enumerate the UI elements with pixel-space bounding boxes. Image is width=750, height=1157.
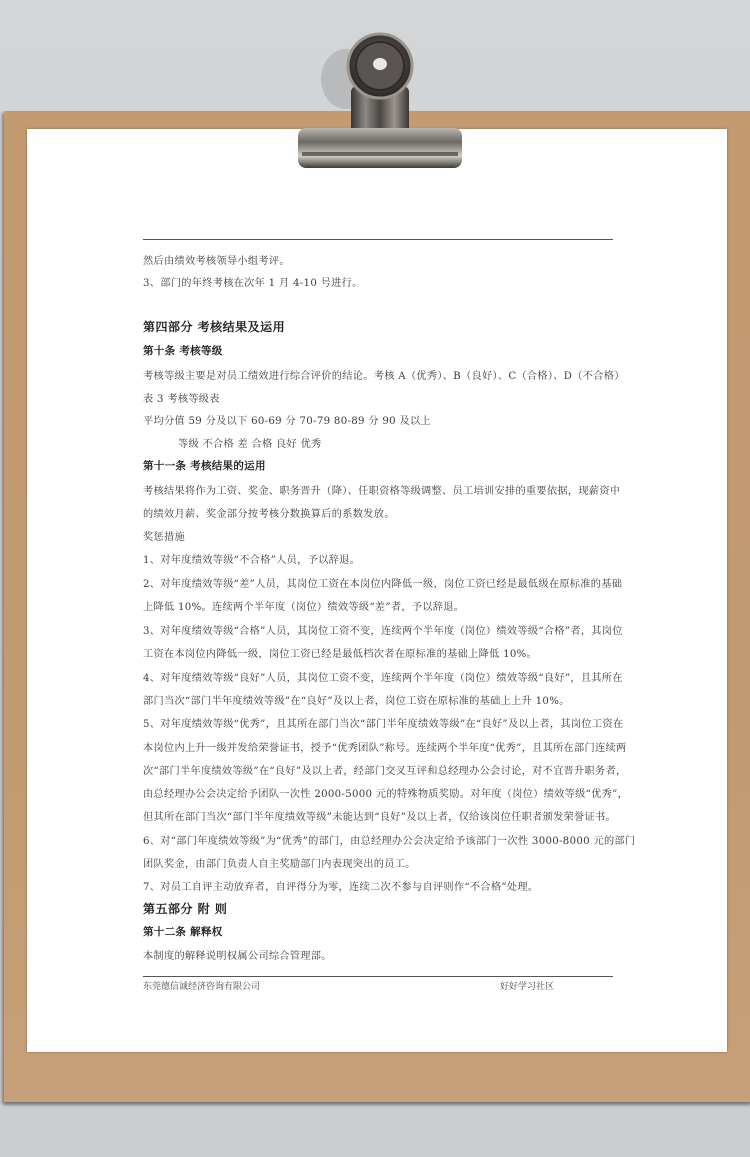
document-line: 本制度的解释说明权属公司综合管理部。 (143, 951, 332, 962)
section-heading: 第四部分 考核结果及运用 (143, 320, 286, 334)
document-line: 部门当次“部门半年度绩效等级”在“良好”及以上者，岗位工资在原标准的基础上上升 10%。 (143, 696, 570, 707)
section-heading: 第十条 考核等级 (143, 345, 223, 357)
document-line: 3、对年度绩效等级“合格”人员，其岗位工资不变，连续两个半年度（岗位）绩效等级“合格”者，其岗位 (143, 626, 623, 637)
document-line: 表 3 考核等级表 (143, 394, 220, 405)
section-heading: 第十一条 考核结果的运用 (143, 460, 266, 472)
section-heading: 第十二条 解释权 (143, 926, 223, 938)
footer-company: 东莞德信诚经济咨询有限公司 (143, 982, 261, 992)
document-line: 平均分值 59 分及以下 60-69 分 70-79 80-89 分 90 及以上 (143, 416, 431, 427)
document-line: 1、对年度绩效等级“不合格”人员，予以辞退。 (143, 555, 361, 566)
document-line: 本岗位内上升一级并发给荣誉证书，授予“优秀团队”称号。连续两个半年度“优秀”，且其所在部门连续两 (143, 743, 627, 754)
document-line: 团队奖金，由部门负责人自主奖励部门内表现突出的员工。 (143, 859, 416, 870)
document-line: 由总经理办公会决定给予团队一次性 2000-5000 元的特殊物质奖励。对年度（岗位）绩效等级“优秀”， (143, 789, 629, 800)
document-line: 考核等级主要是对员工绩效进行综合评价的结论。考核 A（优秀）、B（良好）、C（合格）、D（不合格） (143, 371, 625, 382)
document-line: 5、对年度绩效等级“优秀”，且其所在部门当次“部门半年度绩效等级”在“良好”及以上者，其岗位工资在 (143, 719, 624, 730)
document-line: 但其所在部门当次“部门半年度绩效等级”未能达到“良好”及以上者，仅给该岗位任职者颁发荣誉证书。 (143, 812, 616, 823)
document-line: 2、对年度绩效等级“差”人员，其岗位工资在本岗位内降低一级，岗位工资已经是最低级在原标准的基础 (143, 579, 623, 590)
document-line: 上降低 10%。连续两个半年度（岗位）绩效等级“差”者，予以辞退。 (143, 602, 465, 613)
header-rule (143, 239, 613, 240)
footer-rule (143, 976, 613, 977)
document-line: 工资在本岗位内降低一级，岗位工资已经是最低档次者在原标准的基础上降低 10%。 (143, 649, 538, 660)
binder-clip-icon (296, 24, 464, 170)
document-line: 4、对年度绩效等级“良好”人员，其岗位工资不变，连续两个半年度（岗位）绩效等级“良好”，且其所在 (143, 673, 623, 684)
document-line: 等级 不合格 差 合格 良好 优秀 (178, 439, 322, 450)
paper-sheet (27, 129, 727, 1052)
document-line: 次“部门半年度绩效等级”在“良好”及以上者，经部门交叉互评和总经理办公会讨论，对不宜晋升职务者， (143, 766, 627, 777)
document-line: 7、对员工自评主动放弃者，自评得分为零，连续二次不参与自评则作“不合格”处理。 (143, 882, 539, 893)
document-line: 6、对“部门年度绩效等级”为“优秀”的部门，由总经理办公会决定给予该部门一次性 3000-8000 元的部门 (143, 836, 636, 847)
section-heading: 第五部分 附 则 (143, 902, 228, 916)
footer-right-label: 好好学习社区 (500, 982, 555, 992)
document-line: 奖惩措施 (143, 532, 185, 543)
document-line: 考核结果将作为工资、奖金、职务晋升（降）、任职资格等级调整、员工培训安排的重要依据，现薪资中 (143, 486, 621, 497)
document-line: 的绩效月薪、奖金部分按考核分数换算后的系数发放。 (143, 509, 395, 520)
document-line: 然后由绩效考核领导小组考评。 (143, 256, 290, 267)
document-line: 3、部门的年终考核在次年 1 月 4-10 号进行。 (143, 278, 363, 289)
